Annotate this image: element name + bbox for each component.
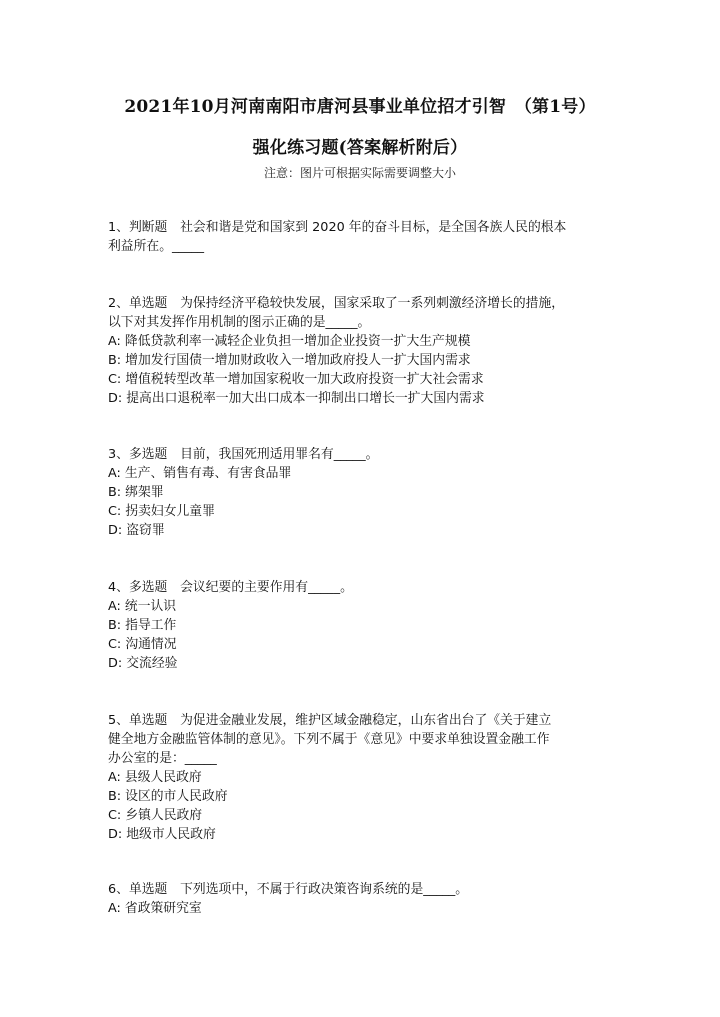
question-stem: 1、判断题 社会和谐是党和国家到 2020 年的奋斗目标，是全国各族人民的根本	[108, 220, 567, 235]
option-c: C: 乡镇人民政府	[108, 808, 203, 823]
option-b: B: 绑架罪	[108, 485, 164, 500]
question-stem: 健全地方金融监管体制的意见》。下列不属于《意见》中要求单独设置金融工作	[108, 732, 550, 747]
option-a: A: 县级人民政府	[108, 770, 202, 785]
option-a: A: 降低贷款利率一减轻企业负担一增加企业投资一扩大生产规模	[108, 334, 471, 349]
option-a: A: 生产、销售有毒、有害食品罪	[108, 466, 292, 481]
question-stem: 办公室的是：_____	[108, 751, 217, 766]
question-stem: 5、单选题 为促进金融业发展，维护区域金融稳定，山东省出台了《关于建立	[108, 713, 552, 728]
doc-title-line2: 强化练习题(答案解析附后）	[252, 138, 468, 158]
option-a: A: 省政策研究室	[108, 901, 202, 916]
question-3	[108, 445, 618, 540]
question-5	[108, 711, 618, 844]
option-c: C: 增值税转型改革一增加国家税收一加大政府投资一扩大社会需求	[108, 372, 484, 387]
question-stem: 2、单选题 为保持经济平稳较快发展，国家采取了一系列刺激经济增长的措施，	[108, 296, 565, 311]
question-6	[108, 880, 618, 918]
question-stem: 3、多选题 目前，我国死刑适用罪名有_____。	[108, 447, 379, 462]
option-c: C: 拐卖妇女儿童罪	[108, 504, 215, 519]
doc-title-line1: 2021年10月河南南阳市唐河县事业单位招才引智 （第1号）	[124, 97, 596, 117]
image-note: 注意：图片可根据实际需要调整大小	[263, 166, 456, 180]
option-a: A: 统一认识	[108, 599, 177, 614]
option-d: D: 提高出口退税率一加大出口成本一抑制出口增长一扩大国内需求	[108, 391, 485, 406]
question-stem: 以下对其发挥作用机制的图示正确的是_____。	[108, 315, 371, 330]
option-b: B: 设区的市人民政府	[108, 789, 228, 804]
option-b: B: 指导工作	[108, 618, 177, 633]
option-d: D: 交流经验	[108, 656, 178, 671]
question-stem: 6、单选题 下列选项中，不属于行政决策咨询系统的是_____。	[108, 882, 469, 897]
option-d: D: 盗窃罪	[108, 523, 165, 538]
option-c: C: 沟通情况	[108, 637, 177, 652]
question-2	[108, 294, 618, 408]
option-d: D: 地级市人民政府	[108, 827, 216, 842]
question-stem: 利益所在。_____	[108, 239, 204, 254]
question-4	[108, 578, 618, 673]
question-stem: 4、多选题 会议纪要的主要作用有_____。	[108, 580, 353, 595]
question-1	[108, 218, 618, 256]
option-b: B: 增加发行国债一增加财政收入一增加政府投人一扩大国内需求	[108, 353, 471, 368]
